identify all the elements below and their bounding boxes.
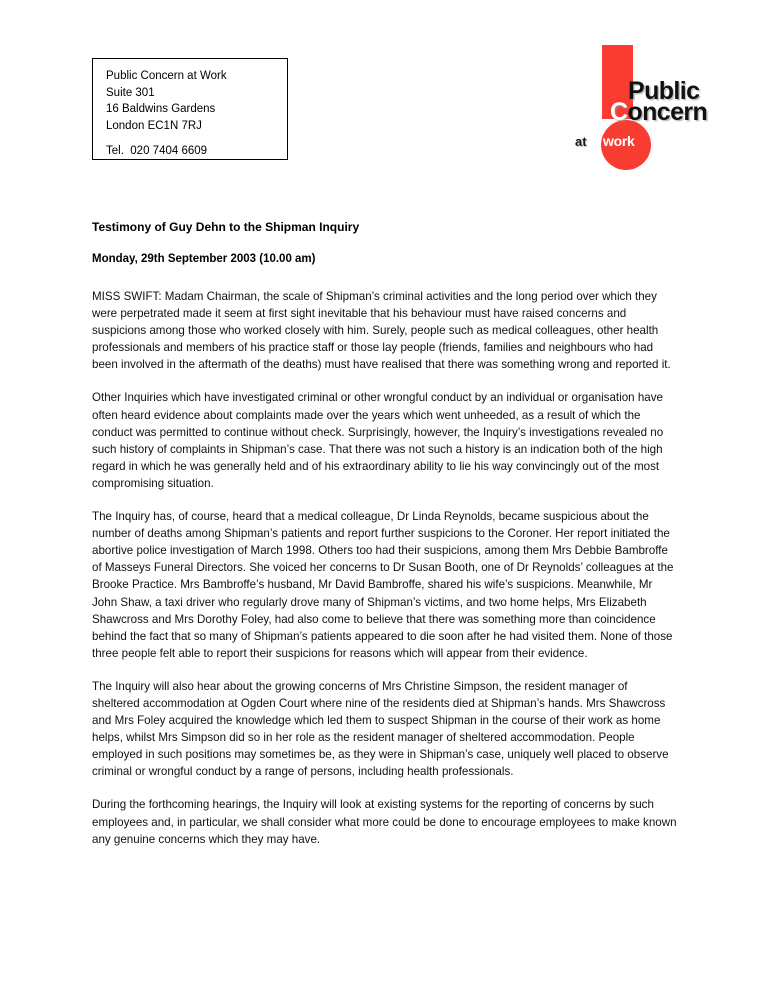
body-paragraph: During the forthcoming hearings, the Inquiry will look at existing systems for the reporting of concerns by such employees and, in particular, we shall consider what more could be done to encourage employees to make known any genuine concerns which they may have. <box>92 798 677 846</box>
body-paragraph: The Inquiry will also hear about the growing concerns of Mrs Christine Simpson, the resident manager of sheltered accommodation at Ogden Court where nine of the residents died at Shipman’s hands. Mrs Shawcross and Mrs Foley acquired the knowledge which led them to suspect Shipman in the course of their work as home helps, whilst Mrs Simpson did so in her role as the resident manager of sheltered accommodation. People employed in such positions may sometimes be, as they were in Shipman’s case, uniquely well placed to observe criminal or wrongful conduct by a range of persons, including health professionals. <box>92 679 669 779</box>
body-paragraph: MISS SWIFT: Madam Chairman, the scale of Shipman’s criminal activities and the long period over which they were perpetrated made it seem at first sight inevitable that his behaviour must have raised concerns and suspicions among those who worked closely with him. Surely, people such as medical colleagues, other health professionals and members of his practice staff or those lay people (friends, families and neighbours who had been involved in the aftermath of the deaths) must have realised that there was something wrong and reported it. <box>92 290 671 372</box>
address-line-suite: Suite 301 <box>106 86 155 99</box>
address-box <box>92 58 288 160</box>
address-line-street: 16 Baldwins Gardens <box>106 103 216 115</box>
logo-text-concern-rest: oncern <box>627 98 708 126</box>
document-body <box>92 219 677 848</box>
page-title: Testimony of Guy Dehn to the Shipman Inquiry <box>92 220 360 234</box>
body-paragraph: The Inquiry has, of course, heard that a medical colleague, Dr Linda Reynolds, became suspicious about the number of deaths among Shipman’s patients and report further suspicions to the Coroner. Her report initiated the abortive police investigation of March 1998. Others too had their suspicions, among them Mrs Debbie Bambroffe of Masseys Funeral Directors. She voiced her concerns to Dr Susan Booth, one of Dr Reynolds’ colleagues at the Brooke Practice. Mrs Bambroffe’s husband, Mr David Bambroffe, shared his wife’s suspicions. Meanwhile, Mr John Shaw, a taxi driver who regularly drove many of Shipman’s victims, and two home helps, Mrs Elizabeth Shawcross and Mrs Dorothy Foley, had also come to believe that there was something more than coincidence behind the fact that so many of Shipman’s patients appeared to die soon after he had visited them. None of those three people felt able to report their suspicions for reasons which will appear from their evidence. <box>92 510 674 660</box>
address-line-organisation: Public Concern at Work <box>106 70 227 82</box>
logo-text-public: Public <box>628 77 700 105</box>
logo-text-concern-initial: C <box>610 98 628 126</box>
logo-text-work: work <box>603 133 635 149</box>
address-spacer <box>106 134 287 143</box>
address-line-telephone: Tel. 020 7404 6609 <box>106 145 208 157</box>
page-subtitle-date: Monday, 29th September 2003 (10.00 am) <box>92 253 316 265</box>
logo-text-concern <box>610 100 707 125</box>
address-line-city-postcode: London EC1N 7RJ <box>106 119 202 132</box>
public-concern-at-work-logo <box>572 42 740 158</box>
logo-text-at: at <box>575 134 587 149</box>
body-paragraph: Other Inquiries which have investigated criminal or other wrongful conduct by an individual or organisation have often heard evidence about complaints made over the years which went unheeded, as a result of which the conduct was permitted to continue without check. Surprisingly, however, the Inquiry’s investigations revealed no such history of complaints in Shipman’s case. That there was not such a history is an indication both of the high regard in which he was generally held and of his extraordinary ability to lie his way convincingly out of the most compromising situation. <box>92 391 664 490</box>
